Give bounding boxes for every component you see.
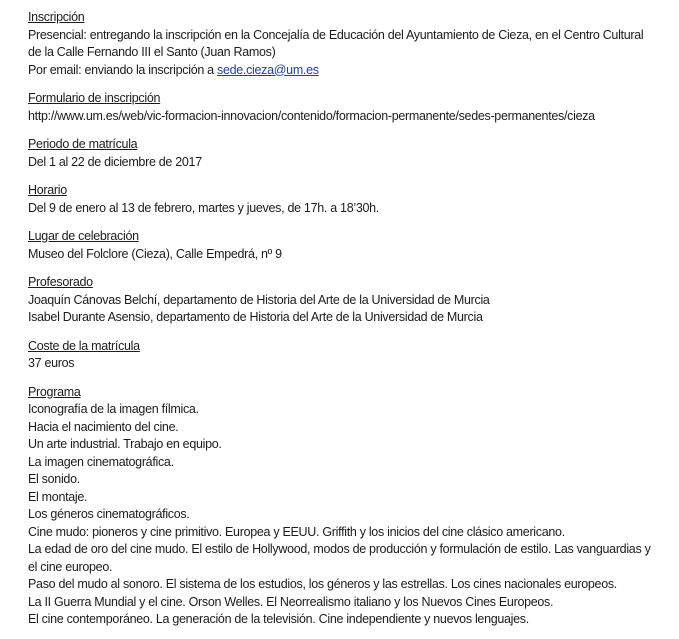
paragraph: Presencial: entregando la inscripción en la Concejalía de Educación del Ayuntamiento de Cieza, en el Centro Cultural de la Calle Fernando III el Santo (Juan Ramos) — [28, 27, 644, 59]
paragraph: Iconografía de la imagen fílmica. — [28, 402, 199, 416]
paragraph: Museo del Folclore (Cieza), Calle Empedrá, nº 9 — [28, 246, 282, 261]
paragraph-email — [28, 62, 653, 80]
section-coste-matricula — [28, 338, 653, 373]
email-line-prefix: Por email: enviando la inscripción a — [28, 62, 218, 77]
paragraph: Un arte industrial. Trabajo en equipo. — [28, 437, 222, 451]
paragraph: Del 9 de enero al 13 de febrero, martes y jueves, de 17h. a 18’30h. — [28, 200, 379, 215]
section-heading: Coste de la matrícula — [28, 338, 140, 353]
paragraph-url: http://www.um.es/web/vic-formacion-innovacion/contenido/formacion-permanente/sedes-permanentes/cieza — [28, 108, 595, 123]
paragraph: Los géneros cinematográficos. — [28, 507, 190, 521]
paragraph: El sonido. — [28, 472, 80, 486]
paragraph: Joaquín Cánovas Belchí, departamento de Historia del Arte de la Universidad de Murcia — [28, 292, 490, 307]
paragraph: Del 1 al 22 de diciembre de 2017 — [28, 154, 202, 169]
email-link[interactable]: sede.cieza@um.es — [217, 62, 319, 77]
paragraph: Isabel Durante Asensio, departamento de Historia del Arte de la Universidad de Murcia — [28, 310, 483, 324]
section-profesorado — [28, 274, 653, 327]
section-heading: Profesorado — [28, 275, 93, 289]
section-heading: Horario — [28, 183, 67, 197]
section-heading: Inscripción — [28, 10, 85, 24]
paragraph: Hacia el nacimiento del cine. — [28, 419, 179, 434]
section-heading: Formulario de inscripción — [28, 91, 161, 105]
section-heading: Programa — [28, 384, 81, 399]
paragraph: La imagen cinematográfica. — [28, 454, 174, 469]
paragraph: La edad de oro del cine mudo. El estilo de Hollywood, modos de producción y formulación de estilo. Las vanguardias y el cine europeo. — [28, 542, 651, 574]
paragraph: 37 euros — [28, 356, 75, 370]
paragraph: Cine mudo: pioneros y cine primitivo. Europea y EEUU. Griffith y los inicios del cine clásico americano. — [28, 524, 565, 539]
section-horario — [28, 182, 653, 217]
section-formulario — [28, 90, 653, 125]
section-inscripcion — [28, 9, 653, 79]
section-heading: Periodo de matrícula — [28, 137, 138, 151]
paragraph: La II Guerra Mundial y el cine. Orson Welles. El Neorrealismo italiano y los Nuevos Cines Europeos. — [28, 594, 554, 609]
section-periodo-matricula — [28, 136, 653, 171]
paragraph: El montaje. — [28, 489, 88, 504]
paragraph: Paso del mudo al sonoro. El sistema de los estudios, los géneros y las estrellas. Los cines nacionales europeos. — [28, 577, 617, 591]
paragraph: El cine contemporáneo. La generación de la televisión. Cine independiente y nuevos lenguajes. — [28, 612, 529, 626]
section-lugar-celebracion — [28, 228, 653, 263]
section-heading: Lugar de celebración — [28, 229, 139, 243]
section-programa — [28, 384, 653, 629]
